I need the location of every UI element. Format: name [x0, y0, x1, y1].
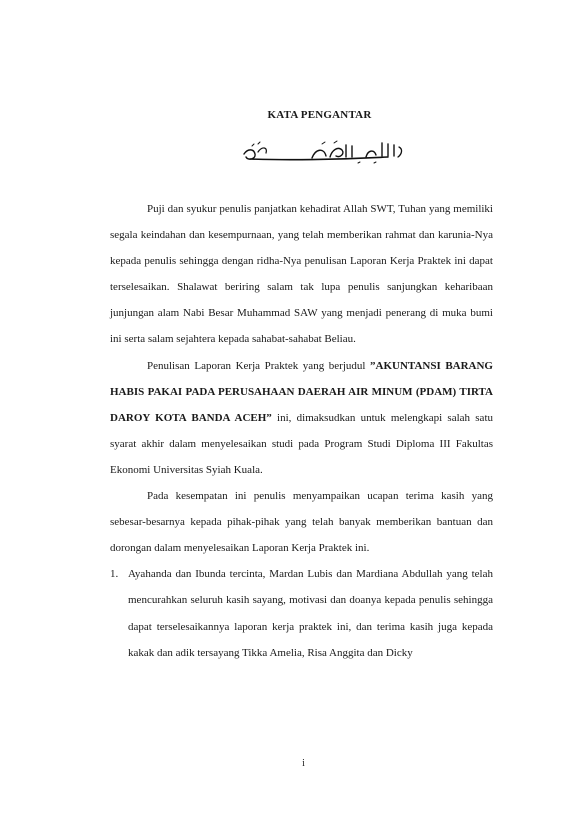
- paragraph-text: Penulisan Laporan Kerja Praktek yang berjudul: [147, 359, 371, 372]
- paragraph-opening: Puji dan syukur penulis panjatkan kehadirat Allah SWT, Tuhan yang memiliki segala keindahan dan kesempurnaan, yang telah memberikan rahmat dan karunia-Nya kepada penulis sehingga dengan ridha-Nya penulisan Laporan Kerja Praktek ini dapat terselesaikan. Shalawat beriring salam tak lupa penulis sanjungkan keharibaan junjungan alam Nabi Besar Muhammad SAW yang menjadi penerang di muka bumi ini serta salam sejahtera kepada sahabat-sahabat Beliau.: [110, 203, 493, 346]
- document-body: [110, 196, 493, 666]
- acknowledgement-list: [110, 561, 493, 665]
- report-title-bold: ”AKUNTANSI BARANG HABIS PAKAI PADA PERUSAHAAN DAERAH AIR MINUM (PDAM) TIRTA DAROY KOTA BANDA ACEH”: [110, 359, 493, 424]
- basmalah-calligraphy-icon: [238, 140, 406, 166]
- paragraph-text: ini, dimaksudkan untuk melengkapi salah satu syarat akhir dalam menyelesaikan studi pada Program Studi Diploma III Fakultas Ekonomi Universitas Syiah Kuala.: [110, 411, 493, 476]
- list-item: [110, 561, 493, 665]
- paragraph-report-title: [110, 353, 493, 483]
- list-item-number: 1.: [110, 568, 119, 581]
- page-number: i: [302, 758, 305, 769]
- page-title: KATA PENGANTAR: [267, 109, 372, 121]
- paragraph-thanks: Pada kesempatan ini penulis menyampaikan ucapan terima kasih yang sebesar-besarnya kepada pihak-pihak yang telah banyak memberikan bantuan dan dorongan dalam menyelesaikan Laporan Kerja Praktek ini.: [110, 490, 493, 555]
- list-item-text: Ayahanda dan Ibunda tercinta, Mardan Lubis dan Mardiana Abdullah yang telah mencurahkan seluruh kasih sayang, motivasi dan doanya kepada penulis sehingga dapat terselesaikannya laporan kerja praktek ini, dan terima kasih juga kepada kakak dan adik tersayang Tikka Amelia, Risa Anggita dan Dicky: [128, 568, 493, 659]
